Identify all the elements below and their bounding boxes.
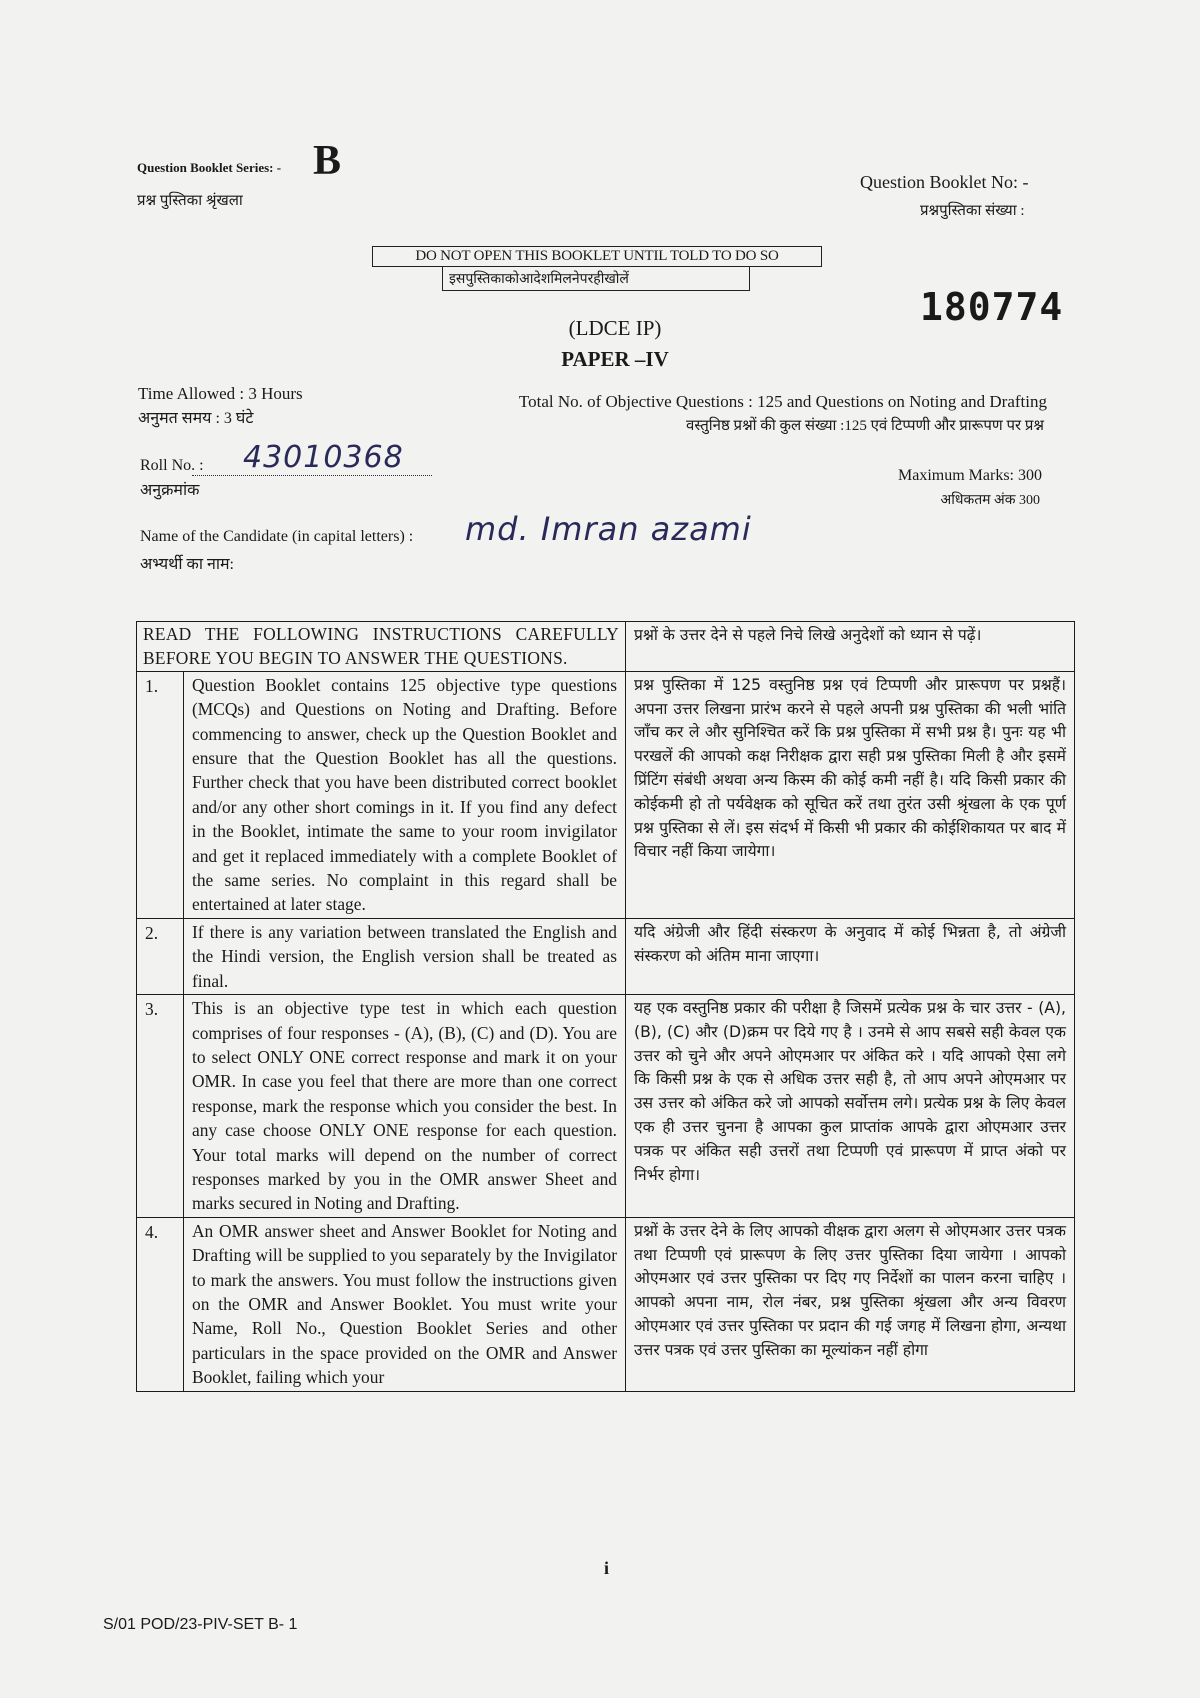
max-marks-hindi: अधिकतम अंक 300	[940, 493, 1040, 508]
item-text: Question Booklet contains 125 objective type questions (MCQs) and Questions on Noting and Drafting. Before commencing to answer, check up the Question Booklet and ensure that the Question Booklet has all the questions. Further check that you have been distributed correct booklet and/or any other short comings in it. If you find any defect in the Booklet, intimate the same to your room invigilator and get it replaced immediately with a complete Booklet of the same series. No complaint in this regard shall be entertained at later stage.	[184, 671, 626, 918]
table-row	[137, 671, 1075, 918]
item-number: 2.	[137, 918, 184, 994]
item-text-hindi: प्रश्न पुस्तिका में 125 वस्तुनिष्ठ प्रश्न एवं टिप्पणी और प्रारूपण पर प्रश्नहैं। अपना उत्तर लिखना प्रारंभ करने से पहले अपनी प्रश्न पुस्तिका की भली भांति जाँच कर ले और सुनिश्चित करें कि प्रश्न पुस्तिका में सभी प्रश्न है। पुनः यह भी परखलें की आपको कक्ष निरीक्षक द्वारा सही प्रश्न पुस्तिका मिली है और इसमें प्रिंटिंग संबंधी अथवा अन्य किस्म की कोई कमी नहीं है। यदि किसी प्रकार की कोईकमी हो तो पर्यवेक्षक को सूचित करें तथा तुरंत उसी श्रृंखला के एक पूर्ण प्रश्न पुस्तिका से लें। इस संदर्भ में किसी भी प्रकार की कोईशिकायत पर बाद में विचार नहीं किया जायेगा।	[626, 671, 1075, 918]
candidate-name-value[interactable]: md. Imran azami	[465, 510, 752, 548]
total-questions-hindi: वस्तुनिष्ठ प्रश्नों की कुल संख्या :125 एवं टिप्पणी और प्रारूपण पर प्रश्न	[686, 418, 1044, 434]
notice-english: DO NOT OPEN THIS BOOKLET UNTIL TOLD TO DO SO	[372, 246, 822, 267]
candidate-name-label-hindi: अभ्यर्थी का नाम:	[140, 556, 234, 573]
item-number: 1.	[137, 671, 184, 918]
page-number: i	[604, 1558, 610, 1578]
roll-no-label-hindi: अनुक्रमांक	[140, 482, 200, 499]
item-text: This is an objective type test in which each question comprises of four responses - (A), (B), (C) and (D). You are to select ONLY ONE correct response and mark it on your OMR. In case you feel that there are more than one correct response, mark the response which you consider the best. In any case choose ONLY ONE response for each question. Your total marks will depend on the number of correct responses marked by you in the OMR answer Sheet and marks secured in Noting and Drafting.	[184, 995, 626, 1218]
item-text-hindi: प्रश्नों के उत्तर देने के लिए आपको वीक्षक द्वारा अलग से ओएमआर उत्तर पत्रक तथा टिप्पणी एवं प्रारूपण के लिए उत्तर पुस्तिका दिया जायेगा । आपको ओएमआर एवं उत्तर पुस्तिका पर दिए गए निर्देशों का पालन करना चाहिए । आपको अपना नाम, रोल नंबर, प्रश्न पुस्तिका श्रृंखला और अन्य विवरण ओएमआर एवं उत्तर पुस्तिका पर प्रदान की गई जगह में लिखना होगा, अन्यथा उत्तर पत्रक एवं उत्तर पुस्तिका का मूल्यांकन नहीं होगा	[626, 1217, 1075, 1391]
booklet-no-label-hindi: प्रश्नपुस्तिका संख्या :	[920, 203, 1025, 219]
item-number: 3.	[137, 995, 184, 1218]
instructions-table	[136, 621, 1075, 1392]
item-number: 4.	[137, 1217, 184, 1391]
booklet-no-label: Question Booklet No: -	[860, 172, 1029, 192]
footer-code: S/01 POD/23-PIV-SET B- 1	[103, 1616, 298, 1633]
time-allowed-hindi: अनुमत समय : 3 घंटे	[138, 410, 254, 427]
candidate-name-label: Name of the Candidate (in capital letters) :	[140, 528, 414, 545]
table-row	[137, 1217, 1075, 1391]
max-marks: Maximum Marks: 300	[898, 467, 1042, 484]
series-letter: B	[313, 138, 342, 184]
booklet-number: 180774	[920, 285, 1064, 329]
roll-no-label: Roll No. :	[140, 457, 204, 474]
series-label-hindi: प्रश्न पुस्तिका श्रृंखला	[137, 193, 243, 209]
paper-title: PAPER –IV	[561, 347, 669, 371]
instructions-heading-row	[137, 622, 1075, 672]
item-text: If there is any variation between translated the English and the Hindi version, the English version shall be treated as final.	[184, 918, 626, 994]
do-not-open-notice	[372, 246, 822, 291]
time-allowed: Time Allowed : 3 Hours	[138, 384, 303, 403]
notice-hindi: इसपुस्तिकाकोआदेशमिलनेपरहीखोलें	[442, 267, 750, 291]
table-row	[137, 918, 1075, 994]
item-text: An OMR answer sheet and Answer Booklet for Noting and Drafting will be supplied to you separately by the Invigilator to mark the answers. You must follow the instructions given on the OMR and Answer Booklet. You must write your Name, Roll No., Question Booklet Series and other particulars in the space provided on the OMR and Answer Booklet, failing which your	[184, 1217, 626, 1391]
item-text-hindi: यह एक वस्तुनिष्ठ प्रकार की परीक्षा है जिसमें प्रत्येक प्रश्न के चार उत्तर - (A), (B), (C) और (D)क्रम पर दिये गए है । उनमे से आप सबसे सही केवल एक उत्तर को चुने और अपने ओएमआर पर अंकित करे । यदि आपको ऐसा लगे कि किसी प्रश्न के एक से अधिक उत्तर सही है, तो आप अपने ओएमआर पर उस उत्तर को अंकित करे जो आपको सर्वोत्तम लगे। प्रत्येक प्रश्न के लिए केवल एक ही उत्तर चुनना है आपका कुल प्राप्तांक आपके द्वारा ओएमआर उत्तर पत्रक पर अंकित सही उत्तरों तथा टिप्पणी एवं प्रारूपण में प्राप्त अंको पर निर्भर होगा।	[626, 995, 1075, 1218]
exam-title	[500, 313, 730, 375]
instructions-heading-hindi: प्रश्नों के उत्तर देने से पहले निचे लिखे अनुदेशों को ध्यान से पढ़ें।	[626, 622, 1075, 672]
instructions-heading: READ THE FOLLOWING INSTRUCTIONS CAREFULLY BEFORE YOU BEGIN TO ANSWER THE QUESTIONS.	[137, 622, 626, 672]
exam-name: (LDCE IP)	[568, 316, 662, 340]
series-label: Question Booklet Series: -	[137, 160, 282, 175]
item-text-hindi: यदि अंग्रेजी और हिंदी संस्करण के अनुवाद में कोई भिन्नता है, तो अंग्रेजी संस्करण को अंतिम माना जाएगा।	[626, 918, 1075, 994]
table-row	[137, 995, 1075, 1218]
roll-no-value[interactable]: 43010368	[243, 440, 404, 475]
total-questions: Total No. of Objective Questions : 125 and Questions on Noting and Drafting	[518, 392, 1047, 411]
